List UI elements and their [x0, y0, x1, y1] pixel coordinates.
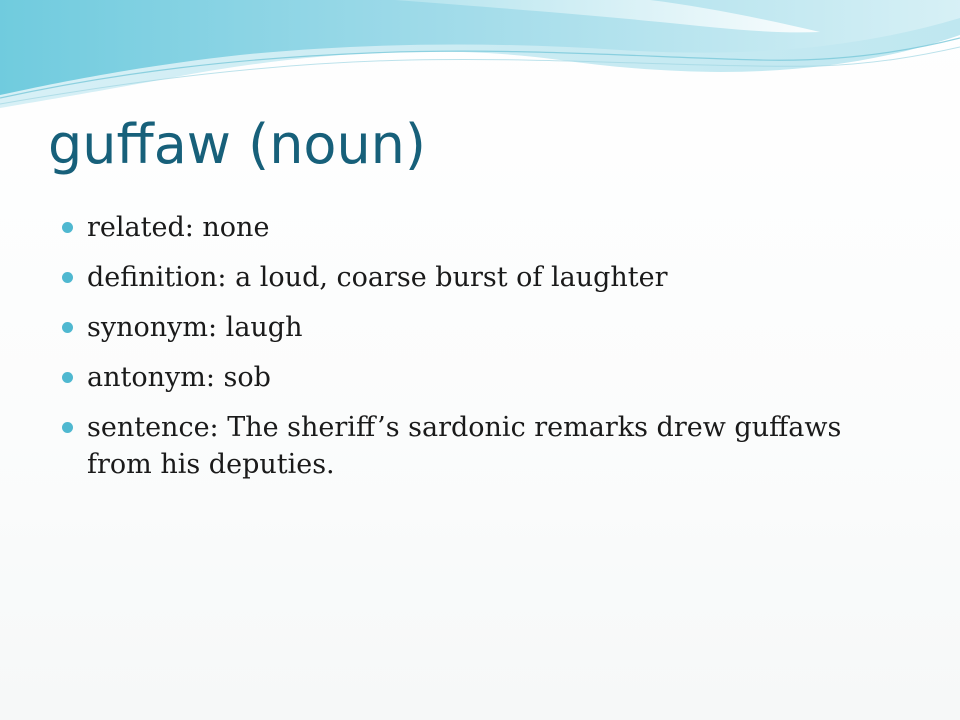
slide-title: guffaw (noun): [48, 113, 426, 176]
bullet-related: [62, 209, 912, 246]
bullet-marker: [62, 372, 73, 383]
bullet-text: synonym: laugh: [87, 312, 303, 343]
bullet-list: [62, 209, 912, 496]
bullet-marker: [62, 272, 73, 283]
bullet-text: definition: a loud, coarse burst of laughter: [87, 262, 668, 293]
bullet-marker: [62, 322, 73, 333]
bullet-definition: [62, 259, 912, 296]
bullet-marker: [62, 222, 73, 233]
bullet-sentence: [62, 409, 912, 483]
bullet-text: related: none: [87, 212, 270, 243]
bullet-synonym: [62, 309, 912, 346]
decorative-wave-banner: [0, 0, 960, 120]
bullet-marker: [62, 422, 73, 433]
bullet-text: sentence: The sheriff’s sardonic remarks drew guffaws from his deputies.: [87, 412, 842, 480]
bullet-text: antonym: sob: [87, 362, 271, 393]
bullet-antonym: [62, 359, 912, 396]
